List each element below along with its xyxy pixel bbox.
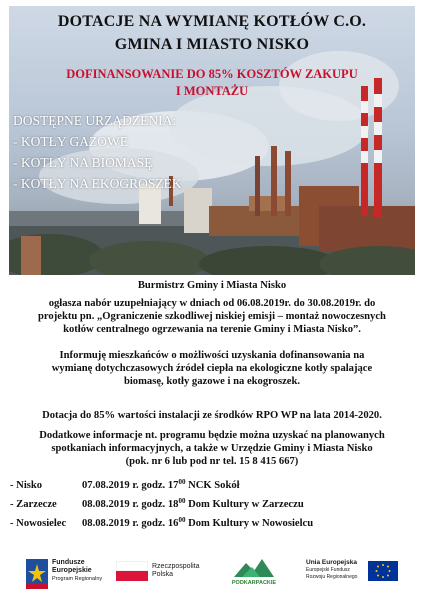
info-line: wymianę dotychczasowych źródeł ciepła na ekologiczne kotły spalające <box>51 363 373 375</box>
title-line-1: DOTACJE NA WYMIANĘ KOTŁÓW C.O. <box>57 13 367 30</box>
meeting-date: 08.08.2019 r. godz. 16 <box>82 518 179 529</box>
fe-line-1: Fundusze <box>52 559 85 566</box>
intro-line: kotłów centralnego ogrzewania na terenie Gminy i Miasta Nisko”. <box>63 324 361 336</box>
funding-logos-bar <box>0 555 424 595</box>
ue-line-2: Europejski Fundusz <box>306 566 350 573</box>
extra-line: (pok. nr 6 lub pod nr tel. 15 8 415 667) <box>125 456 299 468</box>
subtitle-line-2: I MONTAŻU <box>175 84 249 98</box>
meeting-place: - Nowosielec <box>10 518 67 529</box>
ue-line-3: Rozwoju Regionalnego <box>306 574 358 580</box>
info-line: biomasę, kotły gazowe i na ekogroszek. <box>123 376 301 388</box>
info-paragraph <box>10 349 414 389</box>
intro-paragraph <box>10 297 414 337</box>
meeting-row <box>10 478 240 491</box>
intro-line: projektu pn. „Ograniczenie szkodliwej niskiej emisji – montaż nowoczesnych <box>38 311 386 323</box>
hero-image-panel <box>9 6 415 275</box>
extra-line: spotkaniach informacyjnych, a także w Urzędzie Gminy i Miasta Nisko <box>51 443 373 455</box>
eu-flag-icon <box>368 561 398 581</box>
meeting-date: 08.08.2019 r. godz. 18 <box>82 499 179 510</box>
logo-fundusze-europejskie <box>26 555 106 593</box>
rp-line-2: Polska <box>152 571 174 578</box>
meeting-minutes: 00 <box>178 497 186 505</box>
extra-info-paragraph <box>10 429 414 469</box>
meeting-place: - Zarzecze <box>10 499 57 510</box>
podkarpackie-mountains-icon <box>234 557 274 577</box>
meeting-row <box>10 497 304 510</box>
extra-line: Dodatkowe informacje nt. programu będzie można uzyskać na planowanych <box>39 430 385 441</box>
pk-text: PODKARPACKIE <box>231 580 277 586</box>
logo-podkarpackie <box>224 555 284 593</box>
fe-line-3: Program Regionalny <box>52 576 103 582</box>
title-line-2: GMINA I MIASTO NISKO <box>114 36 310 53</box>
meeting-venue: NCK Sokół <box>185 480 240 491</box>
meeting-date: 07.08.2019 r. godz. 17 <box>82 480 179 491</box>
meeting-row <box>10 516 313 529</box>
meeting-minutes: 00 <box>178 478 186 486</box>
meeting-venue: Dom Kultury w Zarzeczu <box>185 499 304 510</box>
meeting-place: - Nisko <box>10 480 43 491</box>
subtitle-line-1: DOFINANSOWANIE DO 85% KOSZTÓW ZAKUPU <box>66 67 358 81</box>
issuer: Burmistrz Gminy i Miasta Nisko <box>137 280 287 291</box>
fe-line-2: Europejskie <box>52 567 92 574</box>
grant-line: Dotacja do 85% wartości instalacji ze środków RPO WP na lata 2014-2020. <box>42 410 382 421</box>
info-line: Informuję mieszkańców o możliwości uzyskania dofinansowania na <box>59 350 365 361</box>
intro-line: ogłasza nabór uzupełniający w dniach od 06.08.2019r. do 30.08.2019r. do <box>48 298 376 309</box>
meeting-venue: Dom Kultury w Nowosielcu <box>185 518 314 529</box>
device-item: - KOTŁY NA EKOGROSZEK <box>13 176 182 191</box>
polish-flag-icon <box>116 561 148 581</box>
logo-unia-europejska <box>306 555 402 593</box>
rp-line-1: Rzeczpospolita <box>152 563 200 570</box>
devices-heading: DOSTĘPNE URZĄDZENIA: <box>13 113 177 128</box>
devices-list <box>13 110 182 194</box>
fe-star-icon <box>26 559 48 589</box>
meeting-minutes: 00 <box>178 516 186 524</box>
ue-line-1: Unia Europejska <box>306 559 357 566</box>
device-item: - KOTŁY NA BIOMASĘ <box>13 155 153 170</box>
logo-rzeczpospolita-polska <box>116 555 206 593</box>
device-item: - KOTŁY GAZOWE <box>13 134 128 149</box>
